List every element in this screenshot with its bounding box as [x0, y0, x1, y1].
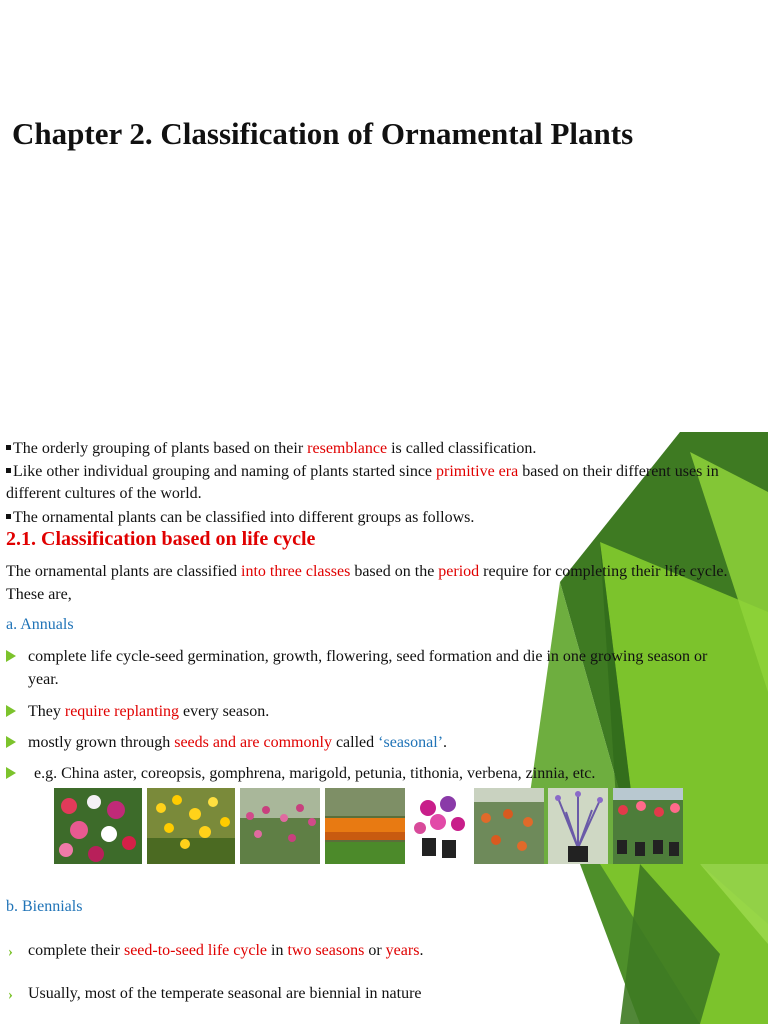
- bullet-primitive-era: Like other individual grouping and naming of plants started since primitive era based on their different uses in different cultures of the world.: [6, 463, 719, 502]
- annual-photos-strip: [0, 786, 768, 864]
- petunia-photo: [410, 788, 470, 864]
- coreopsis-photo: [147, 788, 235, 864]
- annual-point-life-cycle: complete life cycle-seed germination, growth, flowering, seed formation and die in one growing season or year.: [6, 645, 726, 691]
- zinnia-photo: [613, 788, 683, 864]
- verbena-photo: [548, 788, 608, 864]
- gomphrena-photo: [240, 788, 320, 864]
- annuals-label: a. Annuals: [6, 616, 74, 633]
- biennial-point-temperate: › Usually, most of the temperate seasonal are biennial in nature: [6, 982, 726, 1005]
- annual-point-examples: e.g. China aster, coreopsis, gomphrena, marigold, petunia, tithonia, verbena, zinnia, etc.: [6, 762, 746, 785]
- annual-point-replanting: They require replanting every season.: [6, 700, 726, 723]
- square-bullet-icon: [6, 514, 11, 519]
- marigold-photo: [325, 788, 405, 864]
- biennials-label: b. Biennials: [6, 898, 83, 915]
- green-chevron-icon: ›: [8, 944, 13, 960]
- green-triangle-arrow-icon: [6, 705, 16, 717]
- tithonia-photo: [474, 788, 544, 864]
- intro-paragraph: The ornamental plants are classified into three classes based on the period require for completing their life cycle. These are,: [6, 563, 728, 603]
- square-bullet-icon: [6, 445, 11, 450]
- slide-title: Chapter 2. Classification of Ornamental Plants: [12, 116, 634, 151]
- bullet-groups: The ornamental plants can be classified into different groups as follows.: [6, 507, 762, 529]
- square-bullet-icon: [6, 468, 11, 473]
- section-heading: 2.1. Classification based on life cycle: [6, 528, 316, 550]
- green-triangle-arrow-icon: [6, 736, 16, 748]
- annual-point-seasonal: mostly grown through seeds and are commonly called ‘seasonal’.: [6, 731, 726, 754]
- china-aster-photo: [54, 788, 142, 864]
- content-slide-annuals: [0, 432, 768, 864]
- title-slide: [0, 0, 768, 432]
- green-triangle-arrow-icon: [6, 767, 16, 779]
- green-triangle-arrow-icon: [6, 650, 16, 662]
- bullet-resemblance: The orderly grouping of plants based on their resemblance is called classification.: [6, 438, 762, 460]
- content-slide-biennials: [0, 864, 768, 1024]
- green-chevron-icon: ›: [8, 987, 13, 1003]
- biennial-point-life-cycle: › complete their seed-to-seed life cycle in two seasons or years.: [6, 939, 726, 962]
